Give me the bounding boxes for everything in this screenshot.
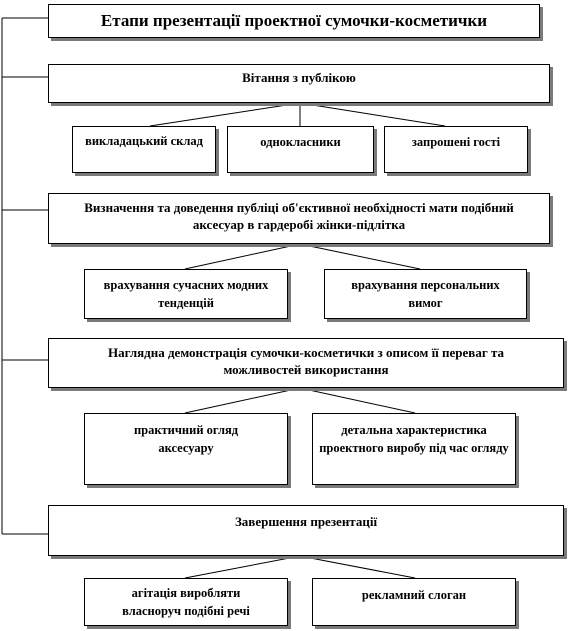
stage-3-label: Наглядна демонстрація сумочки-косметички з описом її переваг та можливостей використання <box>107 345 505 377</box>
stage-1-item-1 <box>72 126 216 173</box>
stage-4-item-2 <box>312 578 516 626</box>
stage-1-item-1-label: викладацький склад <box>85 134 203 148</box>
stage-2-item-2-label: врахування персональних вимог <box>351 278 500 310</box>
stage-3-item-2-label: детальна характеристика проектного виробу під час огляду <box>319 423 509 455</box>
stage-4-item-1-label: агітація виробляти власноруч подібні речі <box>122 586 250 618</box>
stage-2-item-1-label: врахування сучасних модних тенденцій <box>103 278 269 310</box>
stage-2-item-1 <box>84 269 288 319</box>
stage-1-label: Вітання з публікою <box>242 70 356 85</box>
stage-2-box <box>48 193 550 244</box>
stage-4-box <box>48 505 564 556</box>
stage-2-label: Визначення та доведення публіці об'єктивної необхідності мати подібний аксесуар в гардеробі жінки-підлітка <box>84 200 514 232</box>
stage-1-box <box>48 64 550 103</box>
diagram-title <box>48 4 540 38</box>
stage-3-item-1-label: практичний огляд аксесуару <box>133 423 239 455</box>
stage-3-box <box>48 338 564 388</box>
stage-1-item-2 <box>227 126 374 173</box>
stage-4-item-2-label: рекламний слоган <box>361 588 467 602</box>
stage-3-item-2 <box>312 413 516 485</box>
diagram-title-text: Етапи презентації проектної сумочки-косметички <box>100 11 488 30</box>
stage-2-item-2 <box>324 269 527 319</box>
stage-1-item-3 <box>384 126 528 173</box>
stage-4-item-1 <box>84 578 288 626</box>
stage-1-item-2-label: однокласники <box>260 135 341 149</box>
stage-1-item-3-label: запрошені гості <box>411 135 501 149</box>
stage-4-label: Завершення презентації <box>234 514 378 529</box>
stage-3-item-1 <box>84 413 288 485</box>
